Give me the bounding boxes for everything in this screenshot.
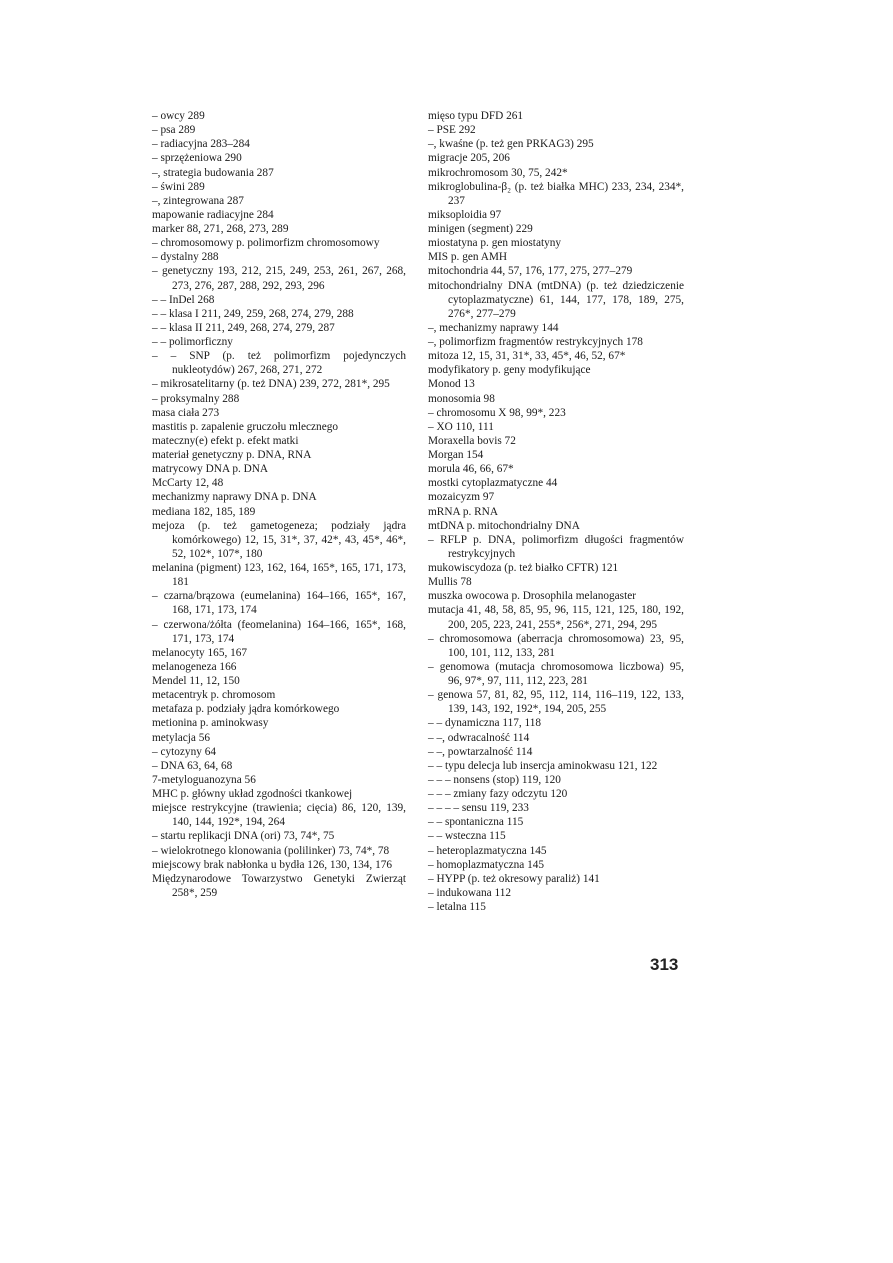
index-entry: –, kwaśne (p. też gen PRKAG3) 295 — [428, 138, 594, 151]
index-entry: – czerwona/żółta (feomelanina) 164–166, 165*, 168, 171, 173, 174 — [152, 618, 406, 645]
index-entry: – świni 289 — [152, 180, 205, 193]
index-entry: – – InDel 268 — [152, 293, 215, 306]
index-entry: – cytozyny 64 — [152, 745, 217, 758]
index-entry: modyfikatory p. geny modyfikujące — [428, 364, 591, 377]
index-entry: mikrochromosom 30, 75, 242* — [428, 166, 568, 179]
index-entry: marker 88, 271, 268, 273, 289 — [152, 223, 289, 235]
index-entry: mukowiscydoza (p. też białko CFTR) 121 — [428, 562, 619, 574]
index-entry: – indukowana 112 — [428, 886, 512, 899]
index-entry: – – typu delecja lub insercja aminokwasu 121, 122 — [428, 759, 658, 772]
index-entry: – proksymalny 288 — [152, 392, 240, 405]
index-entry: – DNA 63, 64, 68 — [152, 759, 233, 772]
index-entry: McCarty 12, 48 — [152, 477, 224, 490]
index-entry: mejoza (p. też gametogeneza; podziały jądra komórkowego) 12, 15, 31*, 37, 42*, 43, 45*, 46*, 52, 102*, 107*, 180 — [152, 519, 406, 560]
index-entry: minigen (segment) 229 — [428, 223, 533, 235]
index-entry: – – – – sensu 119, 233 — [428, 802, 529, 815]
index-entry: mitochondrialny DNA (mtDNA) (p. też dziedziczenie cytoplazmatyczne) 61, 144, 177, 178, 189, 275, 276*, 277–279 — [428, 279, 684, 320]
index-entry: – owcy 289 — [152, 110, 205, 122]
index-entry: – – dynamiczna 117, 118 — [428, 717, 542, 730]
index-entry: miejsce restrykcyjne (trawienia; cięcia) 86, 120, 139, 140, 144, 192*, 194, 264 — [152, 802, 406, 829]
index-entry: – PSE 292 — [428, 124, 476, 137]
index-entry: – XO 110, 111 — [428, 420, 494, 433]
index-entry: mateczny(e) efekt p. efekt matki — [152, 434, 299, 447]
index-entry: 7-metyloguanozyna 56 — [152, 773, 256, 786]
index-entry: – – wsteczna 115 — [428, 830, 506, 843]
index-entry: melanocyty 165, 167 — [152, 646, 248, 659]
index-entry: – czarna/brązowa (eumelanina) 164–166, 165*, 167, 168, 171, 173, 174 — [152, 590, 406, 617]
index-entry: Mullis 78 — [428, 576, 472, 589]
index-column-right — [428, 109, 684, 914]
index-entry: MIS p. gen AMH — [428, 251, 508, 264]
index-entry: – sprzężeniowa 290 — [152, 152, 242, 165]
index-entry: materiał genetyczny p. DNA, RNA — [152, 449, 312, 461]
index-entry: – – polimorficzny — [152, 336, 233, 348]
index-entry: metafaza p. podziały jądra komórkowego — [152, 703, 340, 716]
page-number: 313 — [650, 955, 679, 974]
index-entry: – RFLP p. DNA, polimorfizm długości fragmentów restrykcyjnych — [428, 533, 684, 560]
index-entry: mutacja 41, 48, 58, 85, 95, 96, 115, 121, 125, 180, 192, 200, 205, 223, 241, 255*, 256*, 271, 294, 295 — [428, 604, 684, 631]
index-entry: mRNA p. RNA — [428, 505, 498, 518]
index-entry: – – – nonsens (stop) 119, 120 — [428, 773, 561, 786]
index-entry: – –, powtarzalność 114 — [428, 745, 533, 758]
index-entry: mitoza 12, 15, 31, 31*, 33, 45*, 46, 52, 67* — [428, 350, 626, 363]
index-entry: – genowa 57, 81, 82, 95, 112, 114, 116–119, 122, 133, 139, 143, 192, 192*, 194, 205, 255 — [428, 689, 684, 716]
index-entry: – wielokrotnego klonowania (polilinker) 73, 74*, 78 — [152, 844, 390, 857]
index-entry: MHC p. główny układ zgodności tkankowej — [152, 788, 353, 800]
index-entry: – heteroplazmatyczna 145 — [428, 844, 547, 857]
index-entry: – radiacyjna 283–284 — [152, 138, 250, 151]
index-entry: – – spontaniczna 115 — [428, 816, 524, 829]
index-entry: –, polimorfizm fragmentów restrykcyjnych 178 — [428, 336, 643, 348]
index-entry: melanogeneza 166 — [152, 660, 237, 673]
index-entry: – – klasa I 211, 249, 259, 268, 274, 279, 288 — [152, 307, 354, 320]
index-entry: mapowanie radiacyjne 284 — [152, 208, 274, 221]
index-entry: metylacja 56 — [152, 731, 211, 744]
index-entry: mięso typu DFD 261 — [428, 110, 524, 122]
index-entry: Morgan 154 — [428, 449, 484, 461]
index-entry: –, strategia budowania 287 — [152, 166, 274, 179]
index-entry: – homoplazmatyczna 145 — [428, 858, 545, 871]
index-entry: mozaicyzm 97 — [428, 491, 495, 504]
index-entry: mikroglobulina-β₂ (p. też białka MHC) 233, 234, 234*, 237 — [428, 180, 684, 207]
index-entry: melanina (pigment) 123, 162, 164, 165*, 165, 171, 173, 181 — [152, 562, 406, 589]
index-entry: morula 46, 66, 67* — [428, 463, 514, 476]
index-entry: matrycowy DNA p. DNA — [152, 463, 269, 476]
index-entry: – –, odwracalność 114 — [428, 731, 530, 744]
index-entry: muszka owocowa p. Drosophila melanogaster — [428, 590, 636, 603]
index-entry: miejscowy brak nabłonka u bydła 126, 130, 134, 176 — [152, 858, 393, 871]
index-entry: mitochondria 44, 57, 176, 177, 275, 277–279 — [428, 265, 633, 278]
index-entry: metacentryk p. chromosom — [152, 689, 276, 702]
index-entry: – genetyczny 193, 212, 215, 249, 253, 261, 267, 268, 273, 276, 287, 288, 292, 293, 296 — [152, 265, 406, 292]
index-entry: mostki cytoplazmatyczne 44 — [428, 477, 558, 490]
index-entry: –, mechanizmy naprawy 144 — [428, 321, 559, 334]
index-entry: metionina p. aminokwasy — [152, 717, 269, 730]
index-entry: – – – zmiany fazy odczytu 120 — [428, 788, 568, 800]
index-entry: – letalna 115 — [428, 901, 486, 913]
index-entry: – chromosomowa (aberracja chromosomowa) 23, 95, 100, 101, 112, 133, 281 — [428, 632, 684, 659]
index-entry: miostatyna p. gen miostatyny — [428, 237, 562, 250]
index-entry: – chromosomu X 98, 99*, 223 — [428, 406, 566, 419]
index-entry: – HYPP (p. też okresowy paraliż) 141 — [428, 872, 600, 885]
index-entry: – startu replikacji DNA (ori) 73, 74*, 75 — [152, 830, 335, 843]
index-entry: mechanizmy naprawy DNA p. DNA — [152, 491, 317, 504]
index-entry: – mikrosatelitarny (p. też DNA) 239, 272, 281*, 295 — [152, 378, 390, 391]
index-entry: miksoploidia 97 — [428, 208, 502, 221]
index-entry: – – klasa II 211, 249, 268, 274, 279, 287 — [152, 321, 335, 334]
index-entry: mediana 182, 185, 189 — [152, 505, 256, 518]
index-entry: masa ciała 273 — [152, 406, 220, 419]
index-entry: – dystalny 288 — [152, 251, 219, 264]
index-entry: migracje 205, 206 — [428, 152, 510, 165]
index-entry: –, zintegrowana 287 — [152, 194, 244, 207]
index-entry: – genomowa (mutacja chromosomowa liczbowa) 95, 96, 97*, 97, 111, 112, 223, 281 — [428, 660, 684, 687]
index-entry: – psa 289 — [152, 124, 196, 137]
index-entry: Monod 13 — [428, 378, 475, 391]
index-entry: mtDNA p. mitochondrialny DNA — [428, 519, 580, 532]
index-entry: Międzynarodowe Towarzystwo Genetyki Zwierząt 258*, 259 — [152, 872, 406, 899]
index-column-left — [152, 109, 406, 900]
index-entry: Moraxella bovis 72 — [428, 434, 516, 447]
index-entry: Mendel 11, 12, 150 — [152, 675, 240, 687]
index-entry: – – SNP (p. też polimorfizm pojedynczych nukleotydów) 267, 268, 271, 272 — [152, 350, 406, 377]
index-entry: mastitis p. zapalenie gruczołu mlecznego — [152, 420, 339, 433]
index-entry: monosomia 98 — [428, 392, 495, 405]
index-entry: – chromosomowy p. polimorfizm chromosomowy — [152, 237, 380, 250]
